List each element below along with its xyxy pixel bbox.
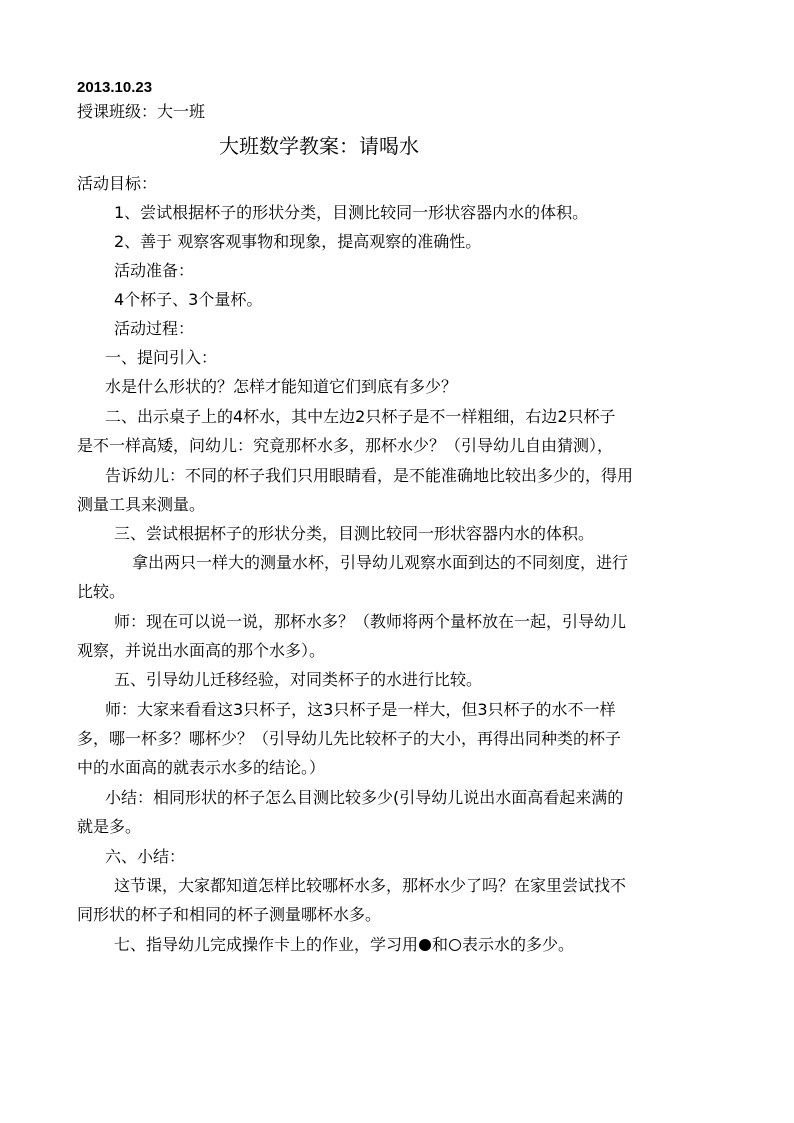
prep-heading: 活动准备： [114, 261, 195, 280]
step-2-tell-line-2: 测量工具来测量。 [77, 495, 206, 514]
step-7-line [114, 935, 574, 955]
step-2-line-2: 是不一样高矮，问幼儿：究竟那杯水多，那杯水少？（引导幼儿自由猜测）， [77, 436, 614, 455]
step-3-teacher-line-2: 观察，并说出水面高的那个水多）。 [77, 641, 326, 660]
step-6-heading: 六、小结： [105, 847, 186, 866]
step-3-line-2: 比较。 [77, 582, 126, 601]
step-3-teacher-line-1: 师：现在可以说一说，那杯水多？（教师将两个量杯放在一起，引导幼儿 [114, 612, 627, 631]
prep-items: 4个杯子、3个量杯。 [114, 290, 263, 309]
goal-2: 2、善于 观察客观事物和现象，提高观察的准确性。 [114, 232, 482, 251]
goal-1: 1、尝试根据杯子的形状分类，目测比较同一形状容器内水的体积。 [114, 203, 589, 222]
step-5-heading: 五、引导幼儿迁移经验，对同类杯子的水进行比较。 [114, 670, 483, 689]
step-7-middle: 和 [432, 935, 449, 954]
step-1-heading: 一、提问引入： [105, 348, 218, 367]
step-6-line-1: 这节课，大家都知道怎样比较哪杯水多，那杯水少了吗？在家里尝试找不 [114, 876, 627, 895]
step-7-suffix: 表示水的多少。 [462, 935, 575, 954]
step-5-line-3: 中的水面高的就表示水多的结论。） [77, 758, 326, 777]
filled-circle-icon [419, 939, 431, 951]
class-label: 授课班级：大一班 [77, 102, 206, 121]
step-6-line-2: 同形状的杯子和相同的杯子测量哪杯水多。 [77, 905, 382, 924]
step-3-line-1: 拿出两只一样大的测量水杯，引导幼儿观察水面到达的不同刻度，进行 [132, 553, 629, 572]
step-5-line-1: 师：大家来看看这3只杯子，这3只杯子是一样大，但3只杯子的水不一样 [105, 700, 616, 719]
step-2-line-1: 二、出示桌子上的4杯水，其中左边2只杯子是不一样粗细，右边2只杯子 [105, 407, 616, 426]
empty-circle-icon [449, 939, 461, 951]
step-5-summary-line-1: 小结：相同形状的杯子怎么目测比较多少(引导幼儿说出水面高看起来满的 [105, 788, 624, 807]
document-date: 2013.10.23 [77, 79, 153, 96]
step-7-prefix: 七、指导幼儿完成操作卡上的作业，学习用 [114, 935, 419, 954]
step-3-heading: 三、尝试根据杯子的形状分类，目测比较同一形状容器内水的体积。 [114, 524, 595, 543]
step-2-tell-line-1: 告诉幼儿：不同的杯子我们只用眼睛看，是不能准确地比较出多少的，得用 [105, 466, 634, 485]
process-heading: 活动过程： [114, 319, 195, 338]
document-title: 大班数学教案：请喝水 [219, 134, 419, 158]
step-1-text: 水是什么形状的？怎样才能知道它们到底有多少？ [105, 377, 458, 396]
goals-heading: 活动目标： [77, 174, 158, 193]
step-5-summary-line-2: 就是多。 [77, 817, 142, 836]
step-5-line-2: 多，哪一杯多？哪杯少？（引导幼儿先比较杯子的大小，再得出同种类的杯子 [77, 729, 622, 748]
